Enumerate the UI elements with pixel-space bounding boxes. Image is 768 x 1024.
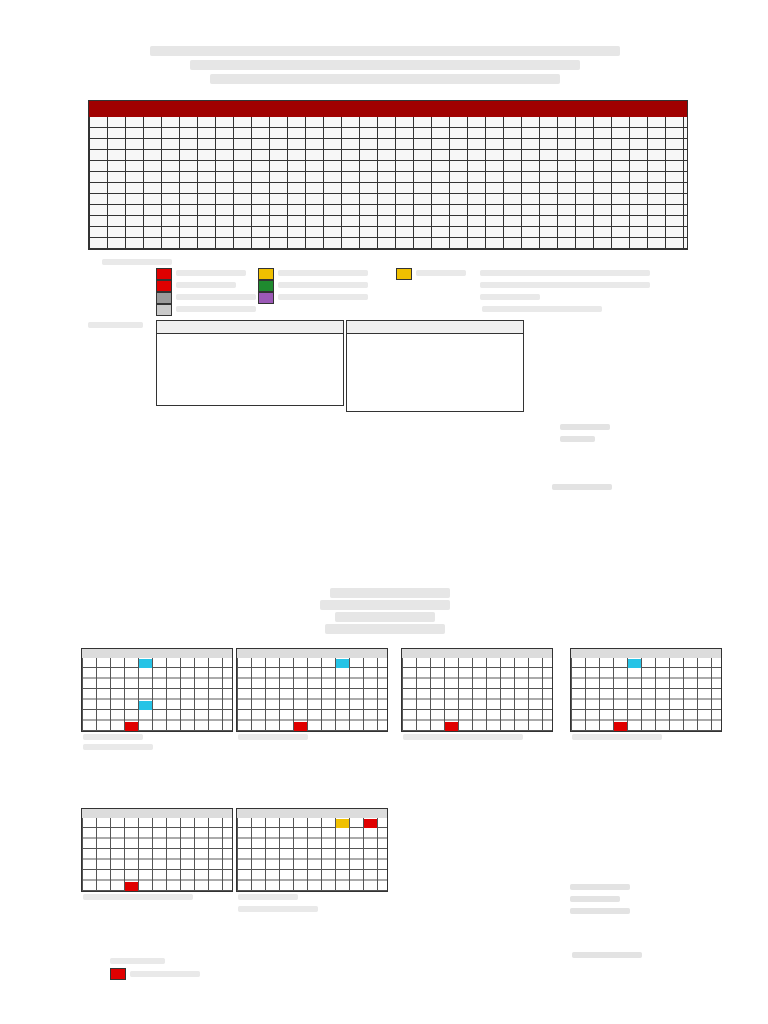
signature-line bbox=[570, 884, 630, 890]
school-title-2 bbox=[320, 600, 450, 610]
note-line bbox=[83, 734, 143, 740]
legend-text bbox=[278, 294, 368, 300]
month-grid bbox=[81, 808, 233, 892]
highlight-cell bbox=[139, 701, 152, 710]
legend-text bbox=[278, 282, 368, 288]
signature-line bbox=[570, 896, 620, 902]
annual-calendar-grid bbox=[88, 100, 688, 250]
legend-text bbox=[176, 306, 256, 312]
school-title-3 bbox=[335, 612, 435, 622]
school-title-4 bbox=[325, 624, 445, 634]
highlight-cell bbox=[336, 819, 349, 828]
legend-swatch-yellow bbox=[258, 268, 274, 280]
month-grid bbox=[401, 648, 553, 732]
legend-text bbox=[176, 270, 246, 276]
legend-swatch-red bbox=[156, 268, 172, 280]
signature-name bbox=[552, 484, 612, 490]
holiday-cell bbox=[125, 722, 138, 731]
holiday-table-right bbox=[346, 320, 524, 412]
highlight-cell bbox=[336, 659, 349, 668]
note-line bbox=[83, 744, 153, 750]
school-title-1 bbox=[330, 588, 450, 598]
legend-swatch-green bbox=[258, 280, 274, 292]
signature-line bbox=[560, 436, 595, 442]
highlight-cell bbox=[139, 659, 152, 668]
legend-swatch-red-2 bbox=[156, 280, 172, 292]
title-line-3 bbox=[210, 74, 560, 84]
legend-text bbox=[416, 270, 466, 276]
holiday-cell bbox=[364, 819, 377, 828]
month-grid bbox=[81, 648, 233, 732]
holiday-cell bbox=[445, 722, 458, 731]
legend-swatch-gray bbox=[156, 292, 172, 304]
legend-swatch-yellow-2 bbox=[396, 268, 412, 280]
legend-swatch-gray-2 bbox=[156, 304, 172, 316]
note-line bbox=[572, 734, 662, 740]
legend-text bbox=[130, 971, 200, 977]
holiday-label bbox=[88, 322, 143, 328]
note-line bbox=[403, 734, 523, 740]
title-line-1 bbox=[150, 46, 620, 56]
month-grid bbox=[570, 648, 722, 732]
summary-line bbox=[480, 294, 540, 300]
legend-swatch-red bbox=[110, 968, 126, 980]
title-line-2 bbox=[190, 60, 580, 70]
summary-note bbox=[482, 306, 602, 312]
signature-name bbox=[572, 952, 642, 958]
highlight-cell bbox=[628, 659, 641, 668]
summary-line bbox=[480, 270, 650, 276]
legend-text bbox=[176, 282, 236, 288]
holiday-cell bbox=[125, 882, 138, 891]
table-header bbox=[157, 321, 343, 334]
note-line bbox=[238, 906, 318, 912]
legend-swatch-purple bbox=[258, 292, 274, 304]
note-line bbox=[238, 734, 308, 740]
signature-line bbox=[570, 908, 630, 914]
table-header bbox=[347, 321, 523, 334]
month-grid bbox=[236, 808, 388, 892]
holiday-cell bbox=[614, 722, 627, 731]
month-grid bbox=[236, 648, 388, 732]
summary-line bbox=[480, 282, 650, 288]
legend-heading bbox=[110, 958, 165, 964]
signature-line bbox=[560, 424, 610, 430]
legend-text bbox=[278, 270, 368, 276]
school-calendar-section bbox=[0, 580, 768, 1024]
holiday-table-left bbox=[156, 320, 344, 406]
legend-heading bbox=[102, 259, 172, 265]
holiday-cell bbox=[294, 722, 307, 731]
legend-text bbox=[176, 294, 256, 300]
note-line bbox=[238, 894, 298, 900]
note-line bbox=[83, 894, 193, 900]
